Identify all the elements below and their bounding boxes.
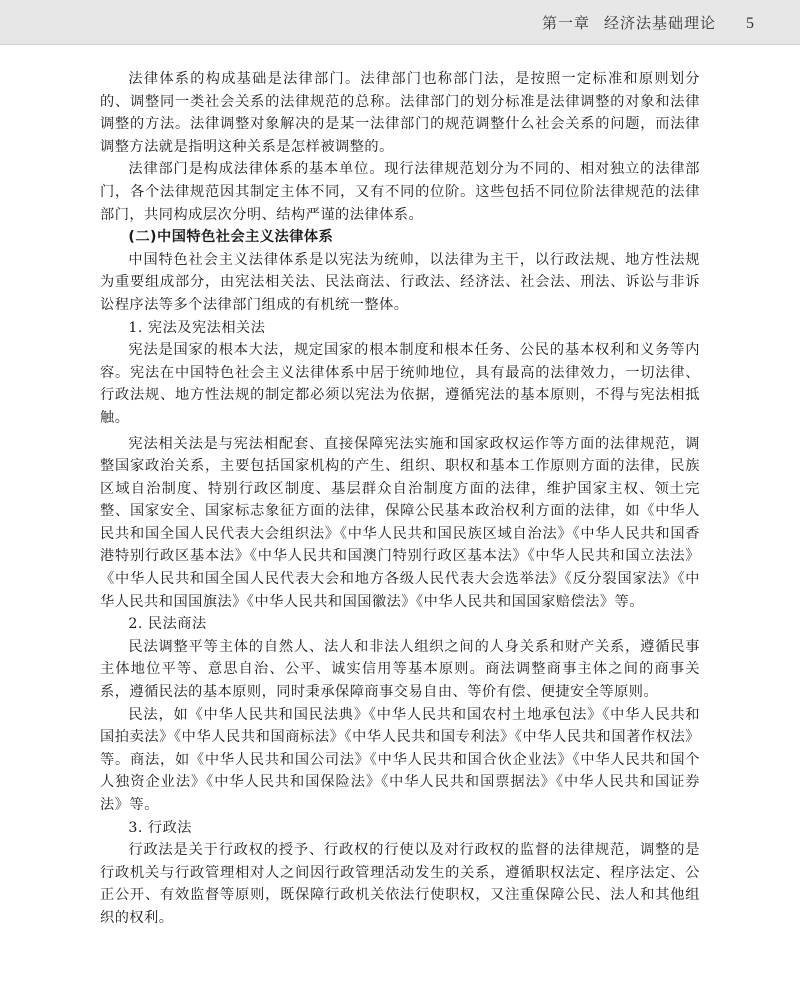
paragraph-administrative-law: 行政法是关于行政权的授予、行政权的行使以及对行政权的监督的法律规范，调整的是行政机关与行政管理相对人之间因行政管理活动发生的关系，遵循职权法定、程序法定、公正公开、有效监督等原则，既保障行政机关依法行使职权，又注重保障公民、法人和其他组织的权利。	[100, 842, 700, 926]
subheading-civil-commercial-law: 2. 民法商法	[128, 616, 207, 633]
paragraph-civil-commercial-examples: 民法，如《中华人民共和国民法典》《中华人民共和国农村土地承包法》《中华人民共和国拍卖法》《中华人民共和国商标法》《中华人民共和国专利法》《中华人民共和国著作权法》等。商法，如《中华人民共和国公司法》《中华人民共和国合伙企业法》《中华人民共和国个人独资企业法》《中华人民共和国保险法》《中华人民共和国票据法》《中华人民共和国证券法》等。	[100, 706, 700, 813]
paragraph-legal-departments: 法律体系的构成基础是法律部门。法律部门也称部门法，是按照一定标准和原则划分的、调整同一类社会关系的法律规范的总称。法律部门的划分标准是法律调整的对象和法律调整的方法。法律调整对象解决的是某一法律部门的规范调整什么社会关系的问题，而法律调整方法就是指明这种关系是怎样被调整的。	[100, 71, 700, 155]
paragraph-constitution-related-laws: 宪法相关法是与宪法相配套、直接保障宪法实施和国家政权运作等方面的法律规范，调整国家政治关系，主要包括国家机构的产生、组织、职权和基本工作原则方面的法律，民族区域自治制度、特别行政区制度、基层群众自治制度方面的法律，维护国家主权、领土完整、国家安全、国家标志象征方面的法律，保障公民基本政治权利方面的法律，如《中华人民共和国全国人民代表大会组织法》《中华人民共和国民族区域自治法》《中华人民共和国香港特别行政区基本法》《中华人民共和国澳门特别行政区基本法》《中华人民共和国立法法》《中华人民共和国全国人民代表大会和地方各级人民代表大会选举法》《反分裂国家法》《中华人民共和国国旗法》《中华人民共和国国徽法》《中华人民共和国国家赔偿法》等。	[100, 435, 700, 610]
subheading-administrative-law: 3. 行政法	[128, 819, 192, 836]
paragraph-system-overview: 中国特色社会主义法律体系是以宪法为统帅，以法律为主干，以行政法规、地方性法规为重要组成部分，由宪法相关法、民法商法、行政法、经济法、社会法、刑法、诉讼与非诉讼程序法等多个法律部门组成的有机统一整体。	[100, 251, 700, 313]
paragraph-constitution: 宪法是国家的根本大法，规定国家的根本制度和根本任务、公民的基本权利和义务等内容。宪法在中国特色社会主义法律体系中居于统帅地位，具有最高的法律效力，一切法律、行政法规、地方性法规的制定都必须以宪法为依据，遵循宪法的基本原则，不得与宪法相抵触。	[100, 342, 700, 426]
section-heading-socialist-legal-system: (二)中国特色社会主义法律体系	[128, 229, 334, 246]
paragraph-department-basic-unit: 法律部门是构成法律体系的基本单位。现行法律规范划分为不同的、相对独立的法律部门，各个法律规范因其制定主体不同，又有不同的位阶。这些包括不同位阶法律规范的法律部门，共同构成层次分明、结构严谨的法律体系。	[100, 161, 700, 223]
subheading-constitution: 1. 宪法及宪法相关法	[128, 319, 266, 336]
chapter-title: 经济法基础理论	[603, 14, 716, 32]
body-text	[100, 68, 700, 930]
page-number: 5	[746, 15, 754, 32]
running-header-text	[542, 12, 754, 33]
paragraph-civil-commercial-law: 民法调整平等主体的自然人、法人和非法人组织之间的人身关系和财产关系，遵循民事主体地位平等、意思自治、公平、诚实信用等基本原则。商法调整商事主体之间的商事关系，遵循民法的基本原则，同时秉承保障商事交易自由、等价有偿、便捷安全等原则。	[100, 638, 700, 701]
chapter-label: 第一章	[541, 14, 590, 32]
running-header	[0, 0, 800, 45]
